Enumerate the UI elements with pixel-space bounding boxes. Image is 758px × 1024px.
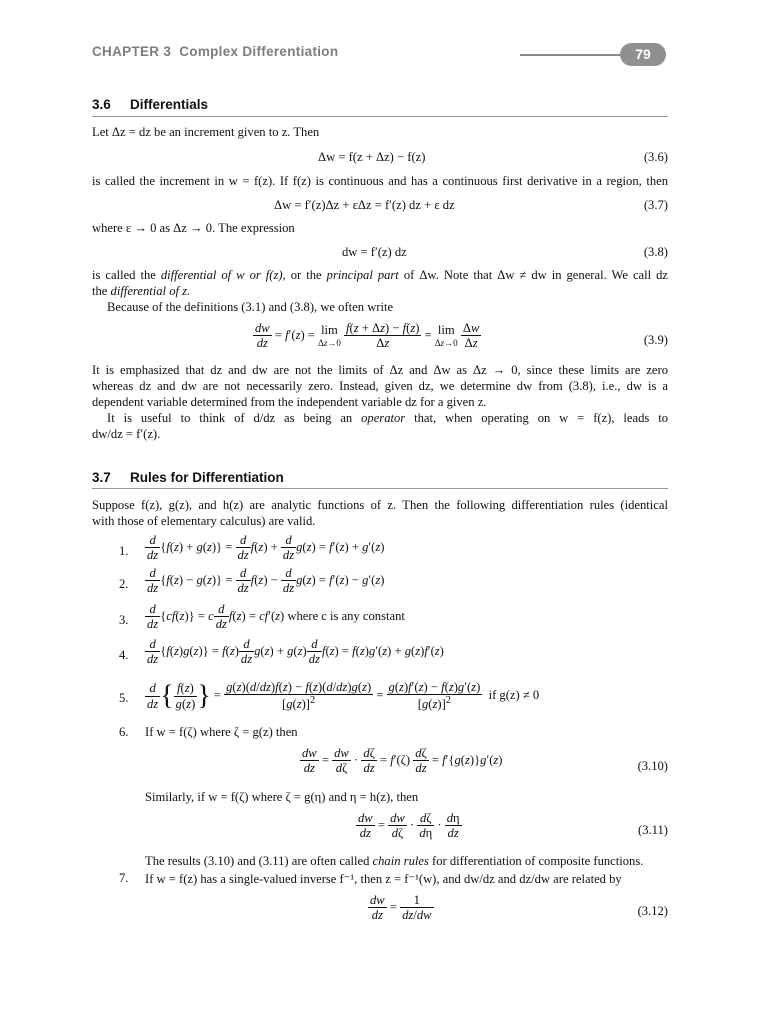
rule-number: 3. (119, 613, 129, 627)
equation-3-7: Δw = f′(z)Δz + εΔz = f′(z) dz + ε dz (274, 198, 455, 212)
section-heading-3-6: 3.6 Differentials (92, 97, 209, 112)
running-header (92, 44, 338, 59)
equation-3-8: dw = f′(z) dz (342, 245, 407, 259)
equation-number: (3.11) (638, 823, 668, 837)
rule-7-text: If w = f(z) has a single-valued inverse f⁻¹, then z = f⁻¹(w), and dw/dz and dz/dw are related by (145, 872, 622, 886)
rule-1: $\frac{d}{dz}$ {f(z) + g(z)} = $\frac{d}{dz}$ f(z) + $\frac{d}{dz}$ g(z) = f′(z) + g′(z) (147, 533, 385, 563)
equation-number: (3.9) (643, 333, 668, 347)
paragraph: with those of elementary calculus) are valid. (92, 514, 316, 528)
rule-number: 5. (119, 691, 129, 705)
paragraph: The results (3.10) and (3.11) are often called chain rules for differentiation of composite functions. (145, 854, 644, 868)
rule-4: $\frac{d}{dz}$ {f(z)g(z)} = f(z) $\frac{d}{dz}$ g(z) + g(z) $\frac{d}{dz}$ f(z) = f(z)g′(z) + g(z)f′(z) (147, 637, 444, 667)
equation-3-6: Δw = f(z + Δz) − f(z) (318, 150, 426, 164)
equation-3-10: $\frac{dw}{dz}$ = $\frac{dw}{d\zeta}$ · $\frac{d\zeta}{dz}$ = f′(ζ) $\frac{d\zeta}{dz}$ = f′{g(z)}g′(z) (302, 746, 503, 776)
rule-3: $\frac{d}{dz}$ {cf(z)} = c $\frac{d}{dz}$ f(z) = cf′(z) where c is any constant (147, 602, 405, 632)
equation-3-12: $\frac{dw}{dz}$ = $\frac{1}{dz/dw}$ (370, 893, 432, 923)
paragraph: is called the increment in w = f(z). If f(z) is continuous and has a continuous first derivative in a region, then (92, 174, 668, 188)
equation-number: (3.10) (637, 759, 668, 773)
rule-number: 1. (119, 544, 129, 558)
rule-number: 4. (119, 648, 129, 662)
paragraph: It is emphasized that dz and dw are not the limits of Δz and Δw as Δz → 0, since these limits are zero (92, 363, 668, 377)
paragraph: Similarly, if w = f(ζ) where ζ = g(η) and η = h(z), then (145, 790, 419, 804)
rule-2: $\frac{d}{dz}$ {f(z) − g(z)} = $\frac{d}{dz}$ f(z) − $\frac{d}{dz}$ g(z) = f′(z) − g′(z) (147, 566, 385, 596)
section-heading-3-7: 3.7 Rules for Differentiation (92, 470, 284, 485)
equation-3-11: $\frac{dw}{dz}$ = $\frac{dw}{d\zeta}$ · $\frac{d\zeta}{d\eta}$ · $\frac{d\eta}{dz}$ (358, 811, 460, 841)
rule-number: 2. (119, 577, 129, 591)
paragraph: where ε → 0 as Δz → 0. The expression (92, 221, 295, 235)
chapter-title: Complex Differentiation (179, 44, 339, 59)
equation-number: (3.6) (643, 150, 668, 164)
section-rule (92, 488, 668, 489)
equation-3-9: $\frac{dw}{dz}$ = f′(z) = lim Δz→0 $\frac{f(z + \Delta z) - f(z)}{\Delta z}$ = lim Δz→0 $\frac{\Delta w}{\Delta z}$ (255, 321, 480, 351)
page-number: 79 (620, 43, 666, 66)
equation-number: (3.8) (643, 245, 668, 259)
equation-number: (3.12) (637, 904, 668, 918)
equation-number: (3.7) (643, 198, 668, 212)
paragraph: dw/dz = f′(z). (92, 427, 161, 441)
paragraph: the differential of z. (92, 284, 191, 298)
paragraph: It is useful to think of d/dz as being an operator that, when operating on w = f(z), leads to (107, 411, 668, 425)
header-rule (520, 54, 630, 56)
rule-5: $\frac{d}{dz}$ { $\frac{f(z)}{g(z)}$ } = $\frac{g(z)(d/dz)f(z) - f(z)(d/dz)g(z)}{[g(z)]^2}$ = $\frac{g(z)f'(z) - f(z)g'(z)}{[g(z)]^2}$ if g(z) ≠ 0 (147, 680, 540, 712)
section-rule (92, 116, 668, 117)
paragraph: Because of the definitions (3.1) and (3.8), we often write (107, 300, 394, 314)
rule-number: 6. (119, 725, 129, 739)
paragraph: is called the differential of w or f(z), or the principal part of Δw. Note that Δw ≠ dw in general. We call dz (92, 268, 669, 282)
paragraph: dependent variable determined from the independent variable dz for a given z. (92, 395, 487, 409)
rule-number: 7. (119, 871, 129, 885)
paragraph: Suppose f(z), g(z), and h(z) are analytic functions of z. Then the following differentiation rules (identical (92, 498, 668, 512)
paragraph: whereas dz and dw are not necessarily zero. Instead, given dz, we determine dw from (3.8), i.e., dw is a (92, 379, 668, 393)
rule-6-text: If w = f(ζ) where ζ = g(z) then (145, 725, 298, 739)
chapter-label: CHAPTER 3 (92, 44, 172, 59)
paragraph: Let Δz = dz be an increment given to z. Then (92, 125, 320, 139)
